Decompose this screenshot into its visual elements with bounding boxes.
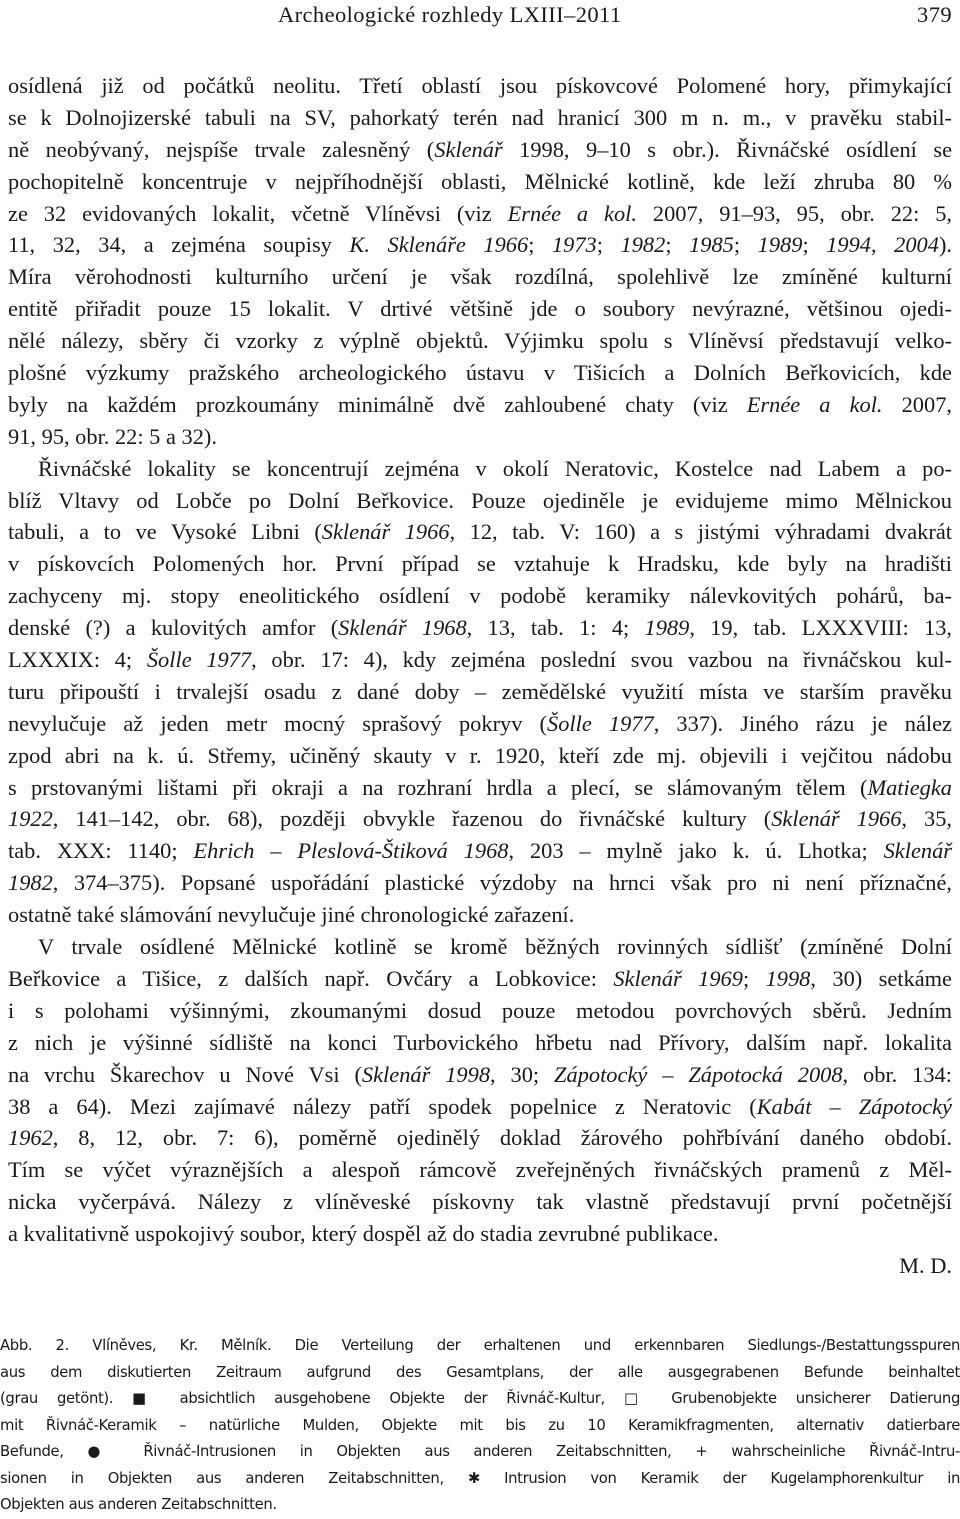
- text-run: ,: [871, 232, 895, 258]
- citation: Sklenář: [434, 136, 503, 162]
- text-run: ;: [802, 232, 827, 258]
- text-run: zachyceny mj. stopy eneolitického osídlení v podobě keramiky nálevkovitých pohárů, ba-: [8, 583, 952, 609]
- text-run: ně neobývaný, nejspíše trvale zalesněný (: [8, 136, 435, 162]
- text-line: [8, 1218, 952, 1250]
- text-run: ;: [665, 232, 690, 258]
- text-run: ze 32 evidovaných lokalit, včetně Vlíněvsi (viz: [8, 200, 508, 226]
- citation: 1982: [620, 232, 666, 258]
- text-line: [8, 803, 952, 835]
- citation: K. Sklenáře 1966: [349, 232, 529, 258]
- text-run: turu připouští i trvalejší osadu z dané doby – zemědělské využití místa ve starším pravěku: [8, 678, 952, 704]
- text-run: Míra věrohodnosti kulturního určení je však rozdílná, spolehlivě lze zmíněné kulturní: [8, 264, 952, 290]
- text-run: tab. XXX: 1140;: [8, 838, 194, 864]
- running-header: [8, 0, 952, 30]
- text-run: ;: [596, 232, 621, 258]
- text-line: [8, 835, 952, 867]
- text-line: [8, 612, 952, 644]
- text-run: M. D.: [899, 1252, 952, 1278]
- text-line: [8, 676, 952, 708]
- text-line: [8, 1122, 952, 1154]
- text-run: a kvalitativně uspokojivý soubor, který dospěl až do stadia zevrubné publikace.: [8, 1221, 719, 1247]
- text-line: [8, 70, 952, 102]
- text-run: LXXXIX: 4;: [8, 647, 147, 673]
- text-run: nevylučuje až jeden metr mocný sprašový pokryv (: [8, 710, 548, 736]
- caption-line: Abb. 2. Vlíněves, Kr. Mělník. Die Verteilung der erhaltenen und erkennbaren Siedlungs-/Bestattungsspuren: [0, 1337, 960, 1354]
- citation: 1994: [826, 232, 871, 258]
- text-run: denské (?) a kulovitých amfor (: [8, 615, 339, 641]
- text-run: , 30;: [490, 1061, 555, 1087]
- citation: Sklenář: [883, 838, 952, 864]
- text-run: zpod abri na k. ú. Střemy, učiněný skauty v r. 1920, kteří zde mj. objevili i vejčitou nádobu: [8, 742, 952, 768]
- text-run: plošné výzkumy pražského archeologického ústavu v Tišicích a Dolních Beřkovicích, kde: [8, 360, 952, 386]
- text-line: [8, 580, 952, 612]
- text-line: [8, 421, 952, 453]
- text-run: entitě přiřadit pouze 15 lokalit. V drtivé většině jde o soubory nevýrazné, většinou ojedi-: [8, 296, 952, 322]
- text-run: ostatně také slámování nevylučuje jiné chronologické zařazení.: [8, 902, 575, 928]
- citation: Ernée a kol.: [746, 391, 883, 417]
- text-line: [8, 740, 952, 772]
- text-line: [8, 325, 952, 357]
- text-line: [8, 995, 952, 1027]
- text-line: [8, 1091, 952, 1123]
- text-line: [8, 772, 952, 804]
- text-line: [8, 899, 952, 931]
- citation: Sklenář 1966: [771, 806, 902, 832]
- caption-line: (grau getönt). ■ absichtlich ausgehobene Objekte der Řivnáč-Kultur, □ Grubenobjekte unsicherer Datierung: [0, 1390, 960, 1407]
- text-run: pochopitelně koncentruje v nejpříhodnější oblasti, Mělnické kotlině, kde leží zhruba 80 %: [8, 168, 952, 194]
- citation: 1922: [8, 806, 53, 832]
- page-number: 379: [917, 2, 952, 27]
- text-run: , 13, tab. 1: 4;: [466, 615, 645, 641]
- caption-line: Befunde, ● Řivnáč-Intrusionen in Objekten aus anderen Zeitabschnitten, + wahrscheinliche Řivnáč-Intru-: [0, 1443, 960, 1460]
- text-run: 2007,: [882, 391, 952, 417]
- citation: Sklenář 1998: [361, 1061, 491, 1087]
- text-run: nělé nálezy, sběry či vzorky z výplně objektů. Výjimku spolu s Vlíněvsí představují velko-: [8, 328, 952, 354]
- text-line: [8, 166, 952, 198]
- citation: Sklenář 1968: [338, 615, 467, 641]
- text-run: , obr. 17: 4), kdy zejména poslední svou vazbou na řivnáčskou kul-: [251, 647, 952, 673]
- text-run: s prstovanými lištami při okraji a na rozhraní hrdla a plecí, se slámovaným tělem (: [8, 774, 868, 800]
- text-run: , 203 – mylně jako k. ú. Lhotka;: [508, 838, 884, 864]
- text-run: ).: [938, 232, 952, 258]
- text-run: osídlená již od počátků neolitu. Třetí oblastí jsou pískovcové Polomené hory, přimykající: [8, 73, 952, 98]
- body-text: [8, 70, 952, 1282]
- caption-line: aus dem diskutierten Zeitraum aufgrund des Gesamtplans, der alle ausgegrabenen Befunde beinhaltet: [0, 1363, 960, 1381]
- text-line: [8, 134, 952, 166]
- citation: 1998: [765, 965, 811, 991]
- text-run: , 374–375). Popsané uspořádání plastické výzdoby na hrnci však pro ni není příznačné,: [52, 870, 952, 896]
- citation: 2004: [894, 232, 939, 258]
- citation: 1989: [757, 232, 803, 258]
- text-run: 2007, 91–93, 95, obr. 22: 5,: [637, 200, 953, 226]
- text-line: [8, 229, 952, 261]
- text-run: se k Dolnojizerské tabuli na SV, pahorkatý terén nad hranicí 300 m n. m., v pravěku stabil-: [8, 104, 952, 130]
- caption-line: mit Řivnáč-Keramik – natürliche Mulden, Objekte mit bis zu 10 Keramikfragmenten, alternativ datierbare: [0, 1416, 960, 1434]
- text-run: ;: [742, 965, 766, 991]
- text-line: [8, 1250, 952, 1282]
- caption-line: sionen in Objekten aus anderen Zeitabschnitten, ✱ Intrusion von Keramik der Kugelamphorenkultur in: [0, 1469, 960, 1487]
- text-run: z nich je výšinné sídliště na konci Turbovického hřbetu nad Přívory, dalším např. lokalita: [8, 1029, 952, 1055]
- text-line: [8, 931, 952, 963]
- text-run: , obr. 134:: [842, 1061, 952, 1087]
- text-run: Řivnáčské lokality se koncentrují zejména v okolí Neratovic, Kostelce nad Labem a po-: [38, 455, 952, 481]
- text-run: , 19, tab. LXXXVIII: 13,: [689, 615, 952, 641]
- citation: Šolle 1977: [146, 647, 252, 673]
- text-line: [8, 708, 952, 740]
- text-run: , 141–142, obr. 68), později obvykle řazenou do řivnáčské kultury (: [52, 806, 772, 832]
- text-line: [8, 867, 952, 899]
- citation: Kabát – Zápotocký: [756, 1093, 952, 1119]
- text-line: [8, 963, 952, 995]
- text-run: Tím se výčet výraznějších a alespoň rámcově zveřejněných řivnáčských pramenů z Měl-: [8, 1157, 952, 1183]
- text-run: byly na každém prozkoumány minimálně dvě zahloubené chaty (viz: [8, 391, 747, 417]
- text-run: V trvale osídlené Mělnické kotlině se kromě běžných rovinných sídlišť (zmíněné Dolní: [38, 934, 952, 960]
- text-line: [8, 1027, 952, 1059]
- citation: Zápotocký – Zápotocká 2008: [554, 1061, 843, 1087]
- citation: Šolle 1977: [547, 710, 654, 736]
- text-run: ;: [528, 232, 552, 258]
- text-line: [8, 1059, 952, 1091]
- text-run: v pískovcích Polomených hor. První případ se vztahuje k Hradsku, kde byly na hradišti: [8, 551, 952, 577]
- text-run: , 35,: [901, 806, 953, 832]
- text-line: [8, 1186, 952, 1218]
- figure-caption: [0, 1333, 960, 1519]
- text-run: blíž Vltavy od Lobče po Dolní Beřkovice. Pouze ojediněle je evidujeme mimo Mělnickou: [8, 487, 952, 513]
- citation: Sklenář 1966: [321, 519, 450, 545]
- citation: Sklenář 1969: [613, 965, 743, 991]
- citation: Ehrich – Pleslová-Štiková 1968: [193, 838, 509, 864]
- text-line: [8, 548, 952, 580]
- text-line: [8, 1154, 952, 1186]
- text-run: i s polohami výšinnými, zkoumanými dosud pouze metodou povrchových sběrů. Jedním: [8, 997, 952, 1023]
- text-run: nicka vyčerpává. Nálezy z vlíněveské pískovny tak vlastně představují první početnější: [8, 1189, 952, 1215]
- text-line: [8, 485, 952, 517]
- text-run: tabuli, a to ve Vysoké Libni (: [8, 519, 322, 545]
- text-line: [8, 198, 952, 230]
- journal-title: Archeologické rozhledy LXIII–2011: [278, 2, 622, 27]
- text-run: 1998, 9–10 s obr.). Řivnáčské osídlení se: [502, 136, 953, 162]
- citation: 1985: [689, 232, 734, 258]
- text-line: [8, 293, 952, 325]
- text-run: na vrchu Škarechov u Nové Vsi (: [8, 1061, 362, 1087]
- text-run: ;: [733, 232, 758, 258]
- text-run: , 30) setkáme: [810, 965, 952, 991]
- citation: Ernée a kol.: [507, 200, 637, 226]
- text-run: , 337). Jiného rázu je nález: [653, 710, 952, 736]
- citation: 1973: [551, 232, 597, 258]
- text-line: [8, 261, 952, 293]
- text-run: 91, 95, obr. 22: 5 a 32).: [8, 423, 217, 449]
- citation: 1962: [8, 1125, 53, 1151]
- text-line: [8, 644, 952, 676]
- text-run: , 8, 12, obr. 7: 6), poměrně ojedinělý doklad žárového pohřbívání daného období.: [52, 1125, 952, 1151]
- text-run: Beřkovice a Tišice, z dalších např. Ovčáry a Lobkovice:: [8, 965, 614, 991]
- text-line: [8, 516, 952, 548]
- text-line: [8, 357, 952, 389]
- citation: 1982: [8, 870, 53, 896]
- citation: 1989: [644, 615, 690, 641]
- text-run: 11, 32, 34, a zejména soupisy: [8, 232, 350, 258]
- citation: Matiegka: [867, 774, 952, 800]
- text-line: [8, 453, 952, 485]
- text-run: , 12, tab. V: 160) a s jistými výhradami dvakrát: [449, 519, 952, 545]
- text-line: [8, 102, 952, 134]
- text-line: [8, 389, 952, 421]
- caption-line: Objekten aus anderen Zeitabschnitten.: [0, 1496, 277, 1513]
- text-run: 38 a 64). Mezi zajímavé nálezy patří spodek popelnice z Neratovic (: [8, 1093, 757, 1119]
